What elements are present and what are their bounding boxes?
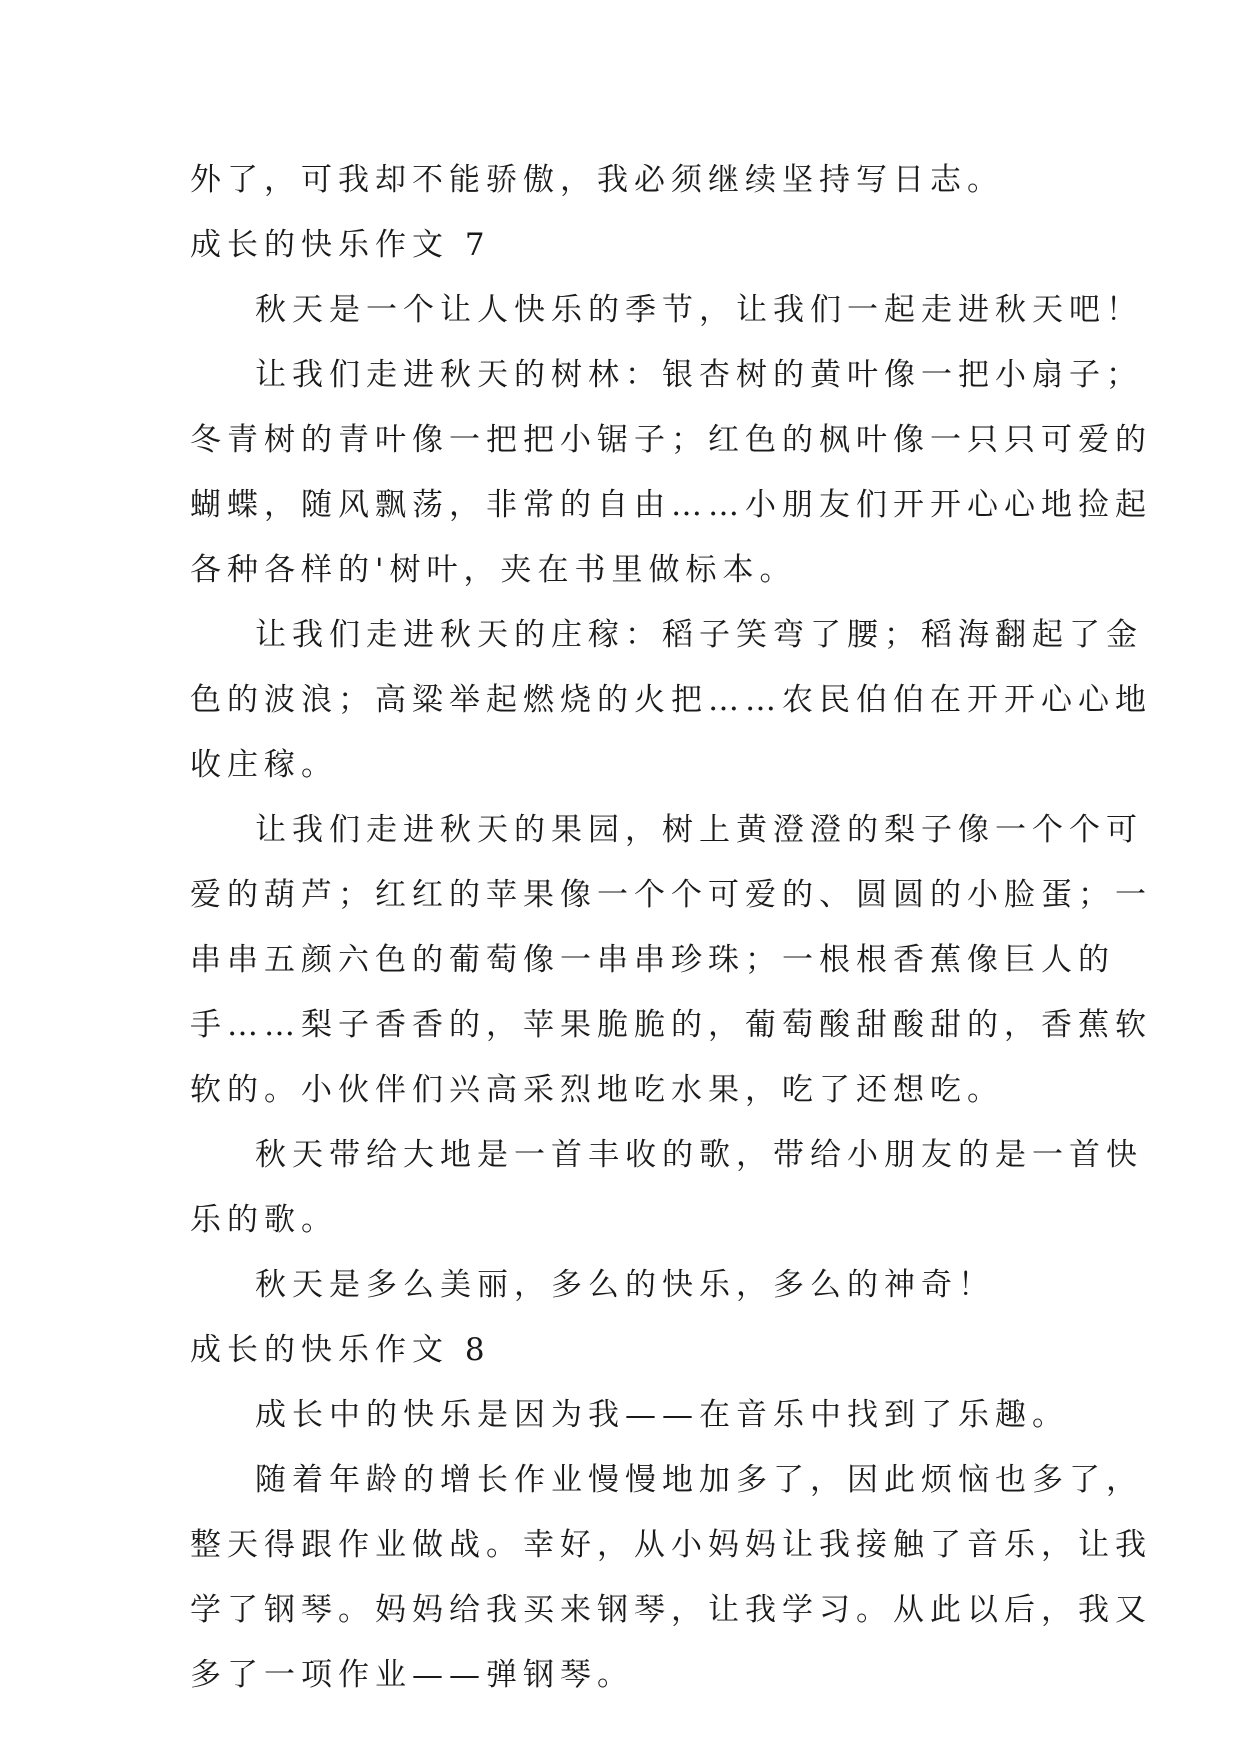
text-line: 外了，可我却不能骄傲，我必须继续坚持写日志。	[190, 162, 1004, 198]
text-line: 秋天带给大地是一首丰收的歌，带给小朋友的是一首快	[255, 1137, 1143, 1173]
text-line: 多了一项作业——弹钢琴。	[190, 1657, 634, 1693]
text-line: 让我们走进秋天的庄稼：稻子笑弯了腰；稻海翻起了金	[255, 617, 1143, 653]
text-line: 冬青树的青叶像一把把小锯子；红色的枫叶像一只只可爱的	[190, 422, 1152, 458]
text-line: 手……梨子香香的，苹果脆脆的，葡萄酸甜酸甜的，香蕉软	[190, 1007, 1152, 1043]
text-line: 收庄稼。	[190, 747, 338, 783]
text-line: 各种各样的'树叶，夹在书里做标本。	[190, 552, 797, 588]
text-line: 秋天是一个让人快乐的季节，让我们一起走进秋天吧！	[255, 292, 1143, 328]
text-line: 爱的葫芦；红红的苹果像一个个可爱的、圆圆的小脸蛋；一	[190, 877, 1152, 913]
text-line: 学了钢琴。妈妈给我买来钢琴，让我学习。从此以后，我又	[190, 1592, 1152, 1628]
text-line: 色的波浪；高粱举起燃烧的火把……农民伯伯在开开心心地	[190, 682, 1152, 718]
text-line: 随着年龄的增长作业慢慢地加多了，因此烦恼也多了，	[255, 1462, 1143, 1498]
text-line: 成长中的快乐是因为我——在音乐中找到了乐趣。	[255, 1397, 1069, 1433]
text-line: 让我们走进秋天的树林：银杏树的黄叶像一把小扇子；	[255, 357, 1143, 393]
text-line: 软的。小伙伴们兴高采烈地吃水果，吃了还想吃。	[190, 1072, 1004, 1108]
section-heading: 成长的快乐作文 8	[190, 1332, 491, 1368]
text-line: 秋天是多么美丽，多么的快乐，多么的神奇！	[255, 1267, 995, 1303]
text-line: 乐的歌。	[190, 1202, 338, 1238]
section-heading: 成长的快乐作文 7	[190, 227, 491, 263]
text-line: 让我们走进秋天的果园，树上黄澄澄的梨子像一个个可	[255, 812, 1143, 848]
text-line: 整天得跟作业做战。幸好，从小妈妈让我接触了音乐，让我	[190, 1527, 1152, 1563]
text-line: 蝴蝶，随风飘荡，非常的自由……小朋友们开开心心地捡起	[190, 487, 1152, 523]
text-line: 串串五颜六色的葡萄像一串串珍珠；一根根香蕉像巨人的	[190, 942, 1115, 978]
